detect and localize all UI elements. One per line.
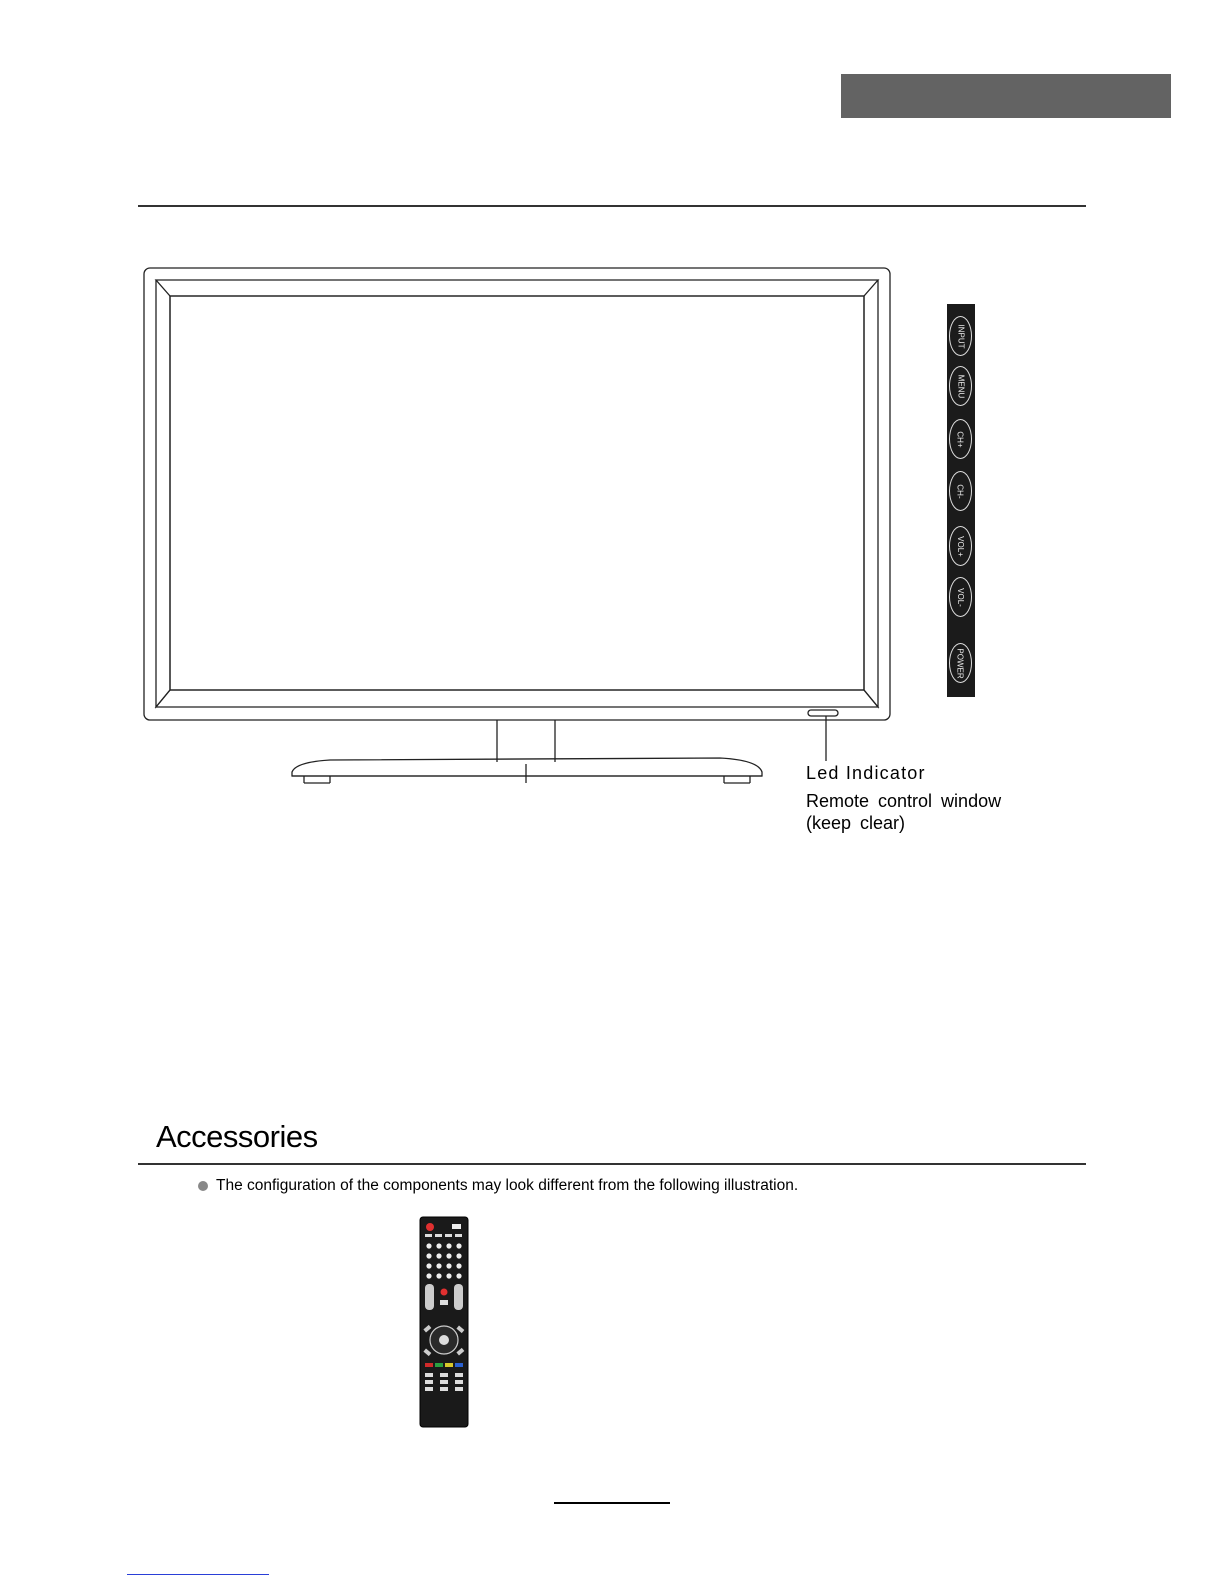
- bullet-icon: [198, 1181, 208, 1191]
- accessories-heading: Accessories: [156, 1119, 318, 1154]
- footer-link-underline[interactable]: [127, 1574, 269, 1575]
- volume-up-button: [949, 526, 972, 566]
- accessories-note: [198, 1177, 798, 1195]
- side-button-panel: [947, 304, 975, 697]
- remote-window-label: Remote control window: [806, 791, 1002, 811]
- volume-up-button-label: VOL+: [956, 535, 965, 557]
- channel-up-button: [949, 419, 972, 459]
- menu-button-label: MENU: [956, 374, 965, 398]
- power-button-label: POWER: [956, 647, 966, 679]
- power-button: [949, 643, 972, 683]
- channel-down-button-label: CH-: [956, 483, 965, 499]
- channel-up-button-label: CH+: [955, 430, 965, 448]
- remote-window-note: (keep clear): [806, 813, 906, 833]
- page-number-rule: [554, 1502, 670, 1504]
- menu-button: [949, 366, 972, 406]
- accessories-rule: [138, 1163, 1086, 1165]
- volume-down-button: [949, 577, 972, 617]
- input-button: [949, 316, 972, 356]
- volume-down-button-label: VOL-: [955, 587, 965, 607]
- led-indicator-label: Led Indicator: [806, 763, 926, 783]
- remote-control-illustration: [419, 1216, 469, 1428]
- accessories-note-text: The configuration of the components may look different from the following illustration.: [216, 1177, 799, 1194]
- channel-down-button: [949, 471, 972, 511]
- input-button-label: INPUT: [956, 324, 965, 348]
